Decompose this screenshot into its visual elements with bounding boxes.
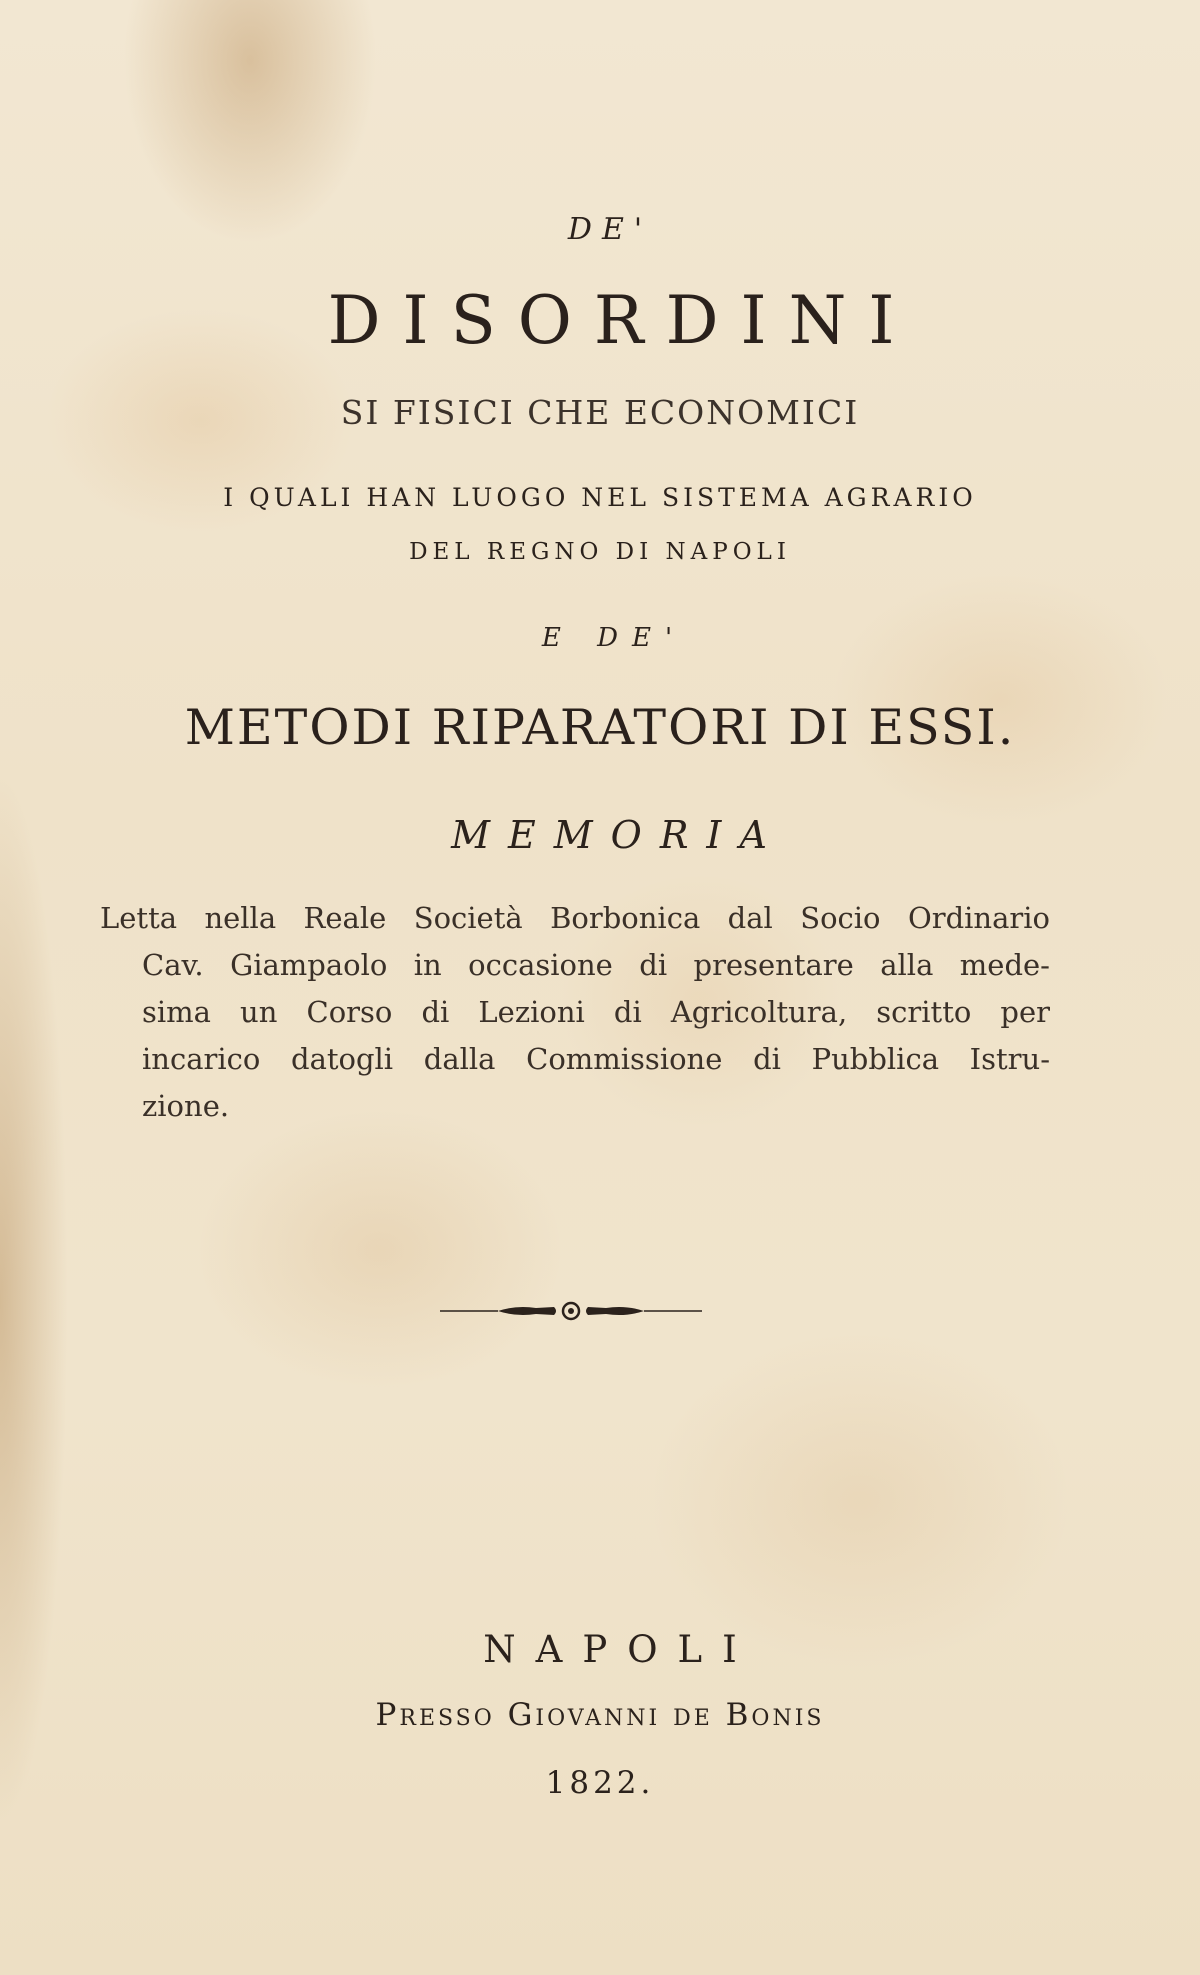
imprint-year: 1822.	[545, 1765, 655, 1801]
title-line-regno: DEL REGNO DI NAPOLI	[409, 539, 791, 565]
body-line-5: zione.	[142, 1089, 230, 1123]
main-title: DISORDINI	[327, 282, 917, 359]
imprint-publisher: Presso Giovanni de Bonis	[375, 1697, 825, 1733]
body-line-1: Letta nella Reale Società Borbonica dal Socio Ordinario	[100, 901, 1050, 935]
body-line-4: incarico datogli dalla Commissione di Pubblica Istru-	[142, 1042, 1050, 1076]
memoria-description	[100, 895, 1050, 1130]
title-line-metodi: METODI RIPARATORI DI ESSI.	[184, 699, 1016, 756]
subtitle: SI FISICI CHE ECONOMICI	[340, 393, 860, 432]
memoria-heading: MEMORIA	[451, 813, 785, 857]
title-line-quali: I QUALI HAN LUOGO NEL SISTEMA AGRARIO	[223, 483, 977, 512]
title-line-ede: E DE'	[541, 623, 687, 653]
body-line-3: sima un Corso di Lezioni di Agricoltura, scritto per	[142, 995, 1050, 1029]
imprint-place: NAPOLI	[483, 1628, 757, 1671]
body-line-2: Cav. Giampaolo in occasione di presentare alla mede-	[142, 948, 1050, 982]
title-prefix: DE'	[567, 212, 653, 247]
ornament-rule-icon	[436, 1296, 706, 1326]
